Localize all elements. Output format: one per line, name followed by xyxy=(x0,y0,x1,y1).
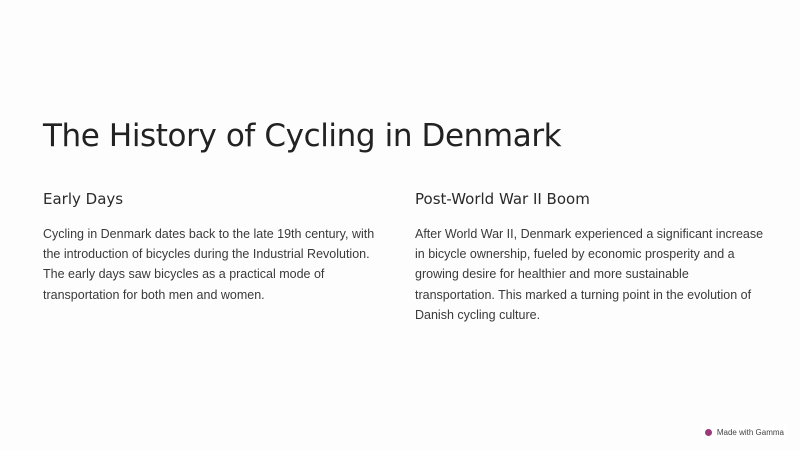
badge-label: Made with Gamma xyxy=(716,428,784,437)
column-heading: Post-World War II Boom xyxy=(415,190,590,208)
slide-title: The History of Cycling in Denmark xyxy=(43,118,562,154)
column-body: After World War II, Denmark experienced a significant increase in bicycle ownership, fueled by economic prosperity and a growing desire for healthier and more sustainable transportation. This marked a turning point in the evolution of Danish cycling culture. xyxy=(415,226,764,323)
made-with-gamma-badge[interactable] xyxy=(701,425,788,440)
column-body: Cycling in Denmark dates back to the late 19th century, with the introduction of bicycles during the Industrial Revolution. The early days saw bicycles as a practical mode of transportation for both men and women. xyxy=(43,226,375,302)
column-post-war-boom xyxy=(415,190,765,326)
column-early-days xyxy=(43,190,393,305)
gamma-logo-icon xyxy=(705,429,712,436)
column-heading: Early Days xyxy=(43,190,124,208)
